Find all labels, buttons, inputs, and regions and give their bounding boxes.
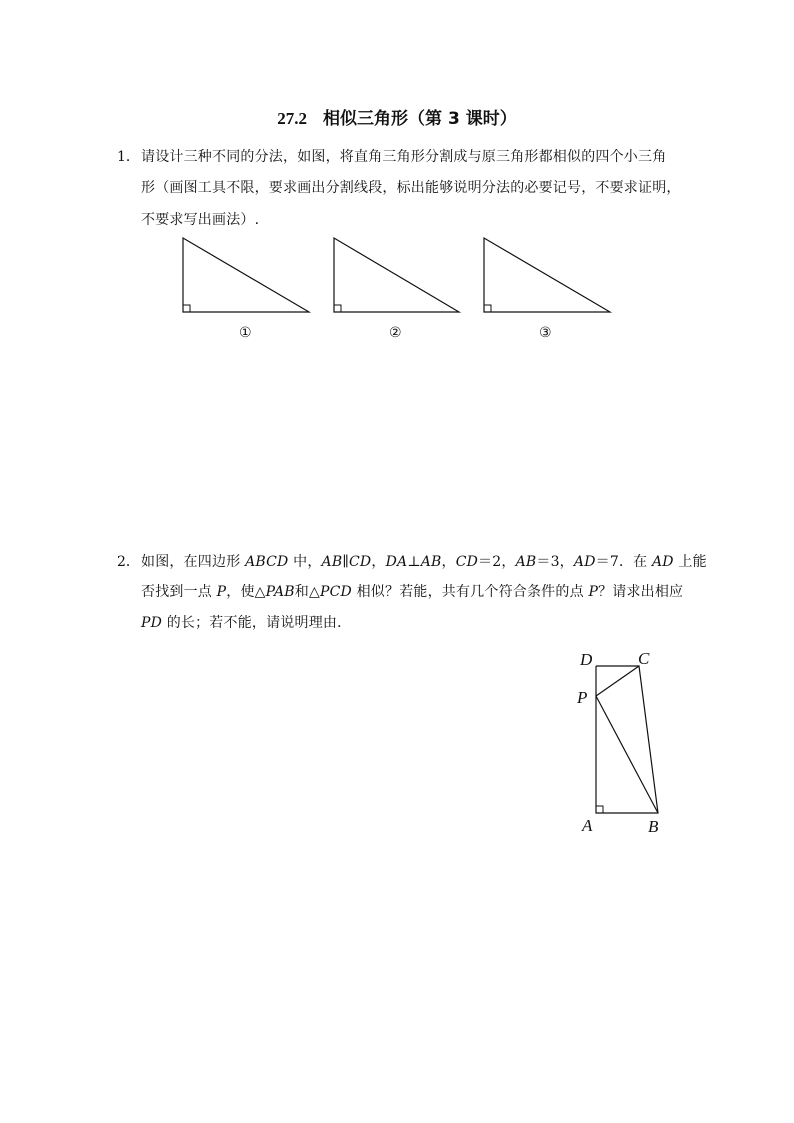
var: PCD xyxy=(319,584,352,600)
var: DA xyxy=(385,554,408,570)
text: ， xyxy=(371,554,386,570)
point-label-B: B xyxy=(648,817,659,836)
triangle-1 xyxy=(183,238,309,312)
q2-line-3 xyxy=(141,612,351,632)
page-title xyxy=(0,104,794,129)
var: AD xyxy=(652,554,674,570)
var: PAB xyxy=(265,584,295,600)
segment-PB xyxy=(596,696,658,813)
figure-label-1: ① xyxy=(239,325,252,341)
text: ＝2， xyxy=(478,554,516,570)
var: AB xyxy=(321,554,343,570)
figure-label-2: ② xyxy=(389,325,402,341)
var: CD xyxy=(349,554,372,570)
var: P xyxy=(588,584,599,600)
point-label-C: C xyxy=(638,649,650,668)
var: ABCD xyxy=(245,554,289,570)
point-label-A: A xyxy=(582,816,593,835)
var: CD xyxy=(455,554,479,570)
figure-label-3: ③ xyxy=(539,325,552,341)
var: PD xyxy=(141,615,163,631)
right-angle-mark xyxy=(596,806,603,813)
q1-line-3: 不要求写出画法）. xyxy=(141,212,260,228)
var: AB xyxy=(420,554,442,570)
parallel-symbol: ∥ xyxy=(342,554,350,570)
point-label-D: D xyxy=(580,650,593,669)
text: 的长；若不能，请说明理由． xyxy=(162,615,352,631)
text: 上能 xyxy=(673,554,707,570)
quadrilateral xyxy=(596,666,658,813)
text: 如图，在四边形 xyxy=(141,554,246,570)
text: ＝3， xyxy=(536,554,574,570)
text: ， xyxy=(441,554,456,570)
triangle-3 xyxy=(484,238,610,312)
title-number: 27.2 xyxy=(277,109,308,128)
q2-line-2 xyxy=(141,581,683,601)
point-label-P: P xyxy=(577,688,588,707)
text: 相似？若能，共有几个符合条件的点 xyxy=(351,584,589,600)
text: 否找到一点 xyxy=(141,584,217,600)
text: ？请求出相应 xyxy=(598,584,684,600)
text: ，使△ xyxy=(226,584,266,600)
perp-symbol: ⊥ xyxy=(407,554,421,570)
triangle-2 xyxy=(334,238,459,312)
text: ＝7．在 xyxy=(595,554,652,570)
text: 中， xyxy=(288,554,322,570)
q2-line-1 xyxy=(141,551,707,571)
q1-number: 1． xyxy=(117,149,140,165)
q2-number: 2． xyxy=(117,554,140,570)
segment-PC xyxy=(596,666,639,696)
title-text: 相似三角形（第 3 课时） xyxy=(323,109,517,129)
var: P xyxy=(216,584,227,600)
q1-line-2: 形（画图工具不限，要求画出分割线段，标出能够说明分法的必要记号，不要求证明， xyxy=(141,180,681,196)
text: 和△ xyxy=(294,584,320,600)
var: AD xyxy=(573,554,596,570)
q2-figure xyxy=(0,640,794,840)
q1-line-1: 请设计三种不同的分法，如图，将直角三角形分割成与原三角形都相似的四个小三角 xyxy=(141,149,667,165)
var: AB xyxy=(515,554,537,570)
